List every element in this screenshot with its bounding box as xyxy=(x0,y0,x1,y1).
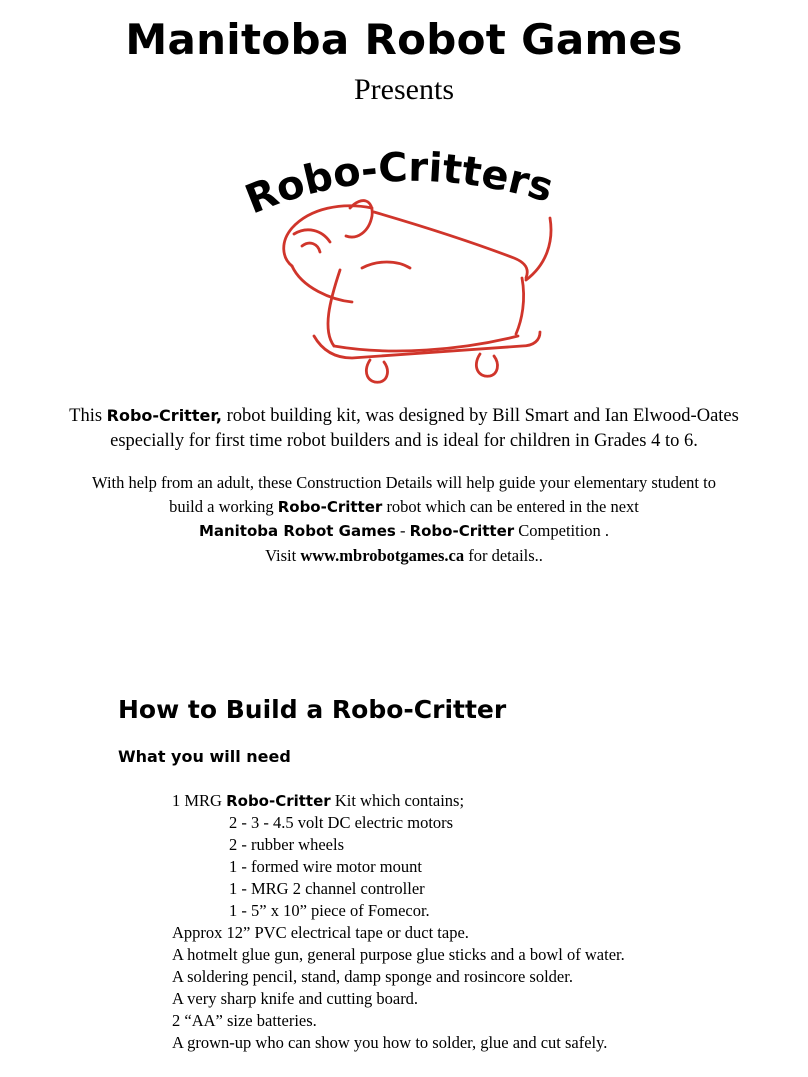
supply-item: A grown-up who can show you how to solder, glue and cut safely. xyxy=(172,1033,608,1052)
page-title: Manitoba Robot Games xyxy=(125,15,683,64)
competition-name: Robo-Critter xyxy=(409,522,515,540)
kit-name: Robo-Critter, xyxy=(106,406,222,425)
supply-item: Approx 12” PVC electrical tape or duct tape. xyxy=(172,923,469,942)
section-heading: How to Build a Robo-Critter xyxy=(118,695,507,724)
presents-subtitle: Presents xyxy=(354,73,454,106)
kit-bold-name: Robo-Critter xyxy=(226,792,331,810)
critter-drawing xyxy=(284,201,551,383)
intro-line-2: especially for first time robot builders and is ideal for children in Grades 4 to 6. xyxy=(110,431,698,451)
kit-line: 1 MRG Robo-Critter Kit which contains; xyxy=(172,791,465,810)
guide-line-3: Manitoba Robot Games - Robo-Critter Competition . xyxy=(198,521,610,540)
event-name: Manitoba Robot Games xyxy=(198,522,396,540)
supply-item: A soldering pencil, stand, damp sponge and rosincore solder. xyxy=(172,967,573,986)
kit-item: 2 - 3 - 4.5 volt DC electric motors xyxy=(229,813,454,832)
robo-critters-logo xyxy=(222,150,582,395)
guide-line-2: build a working Robo-Critter robot which can be entered in the next xyxy=(169,496,639,516)
kit-item: 1 - formed wire motor mount xyxy=(229,857,422,876)
guide-paragraph xyxy=(20,471,788,567)
kit-item: 1 - 5” x 10” piece of Fomecor. xyxy=(229,901,430,920)
kit-item: 2 - rubber wheels xyxy=(229,835,345,854)
intro-paragraph xyxy=(20,403,788,454)
guide-line-1: With help from an adult, these Construction Details will help guide your elementary student to xyxy=(92,473,716,492)
intro-line-1: This Robo-Critter, robot building kit, was designed by Bill Smart and Ian Elwood-Oates xyxy=(69,406,739,426)
supply-item: 2 “AA” size batteries. xyxy=(172,1011,317,1030)
robo-critter-name: Robo-Critter xyxy=(277,497,383,516)
website-link[interactable]: www.mbrobotgames.ca xyxy=(300,545,465,565)
supply-item: A very sharp knife and cutting board. xyxy=(172,989,419,1008)
subsection-heading: What you will need xyxy=(118,747,291,766)
supply-item: A hotmelt glue gun, general purpose glue sticks and a bowl of water. xyxy=(172,945,625,964)
logo-text: Robo-Critters xyxy=(239,150,559,224)
kit-item: 1 - MRG 2 channel controller xyxy=(229,879,425,898)
guide-line-4: Visit www.mbrobotgames.ca for details.. xyxy=(265,545,543,565)
